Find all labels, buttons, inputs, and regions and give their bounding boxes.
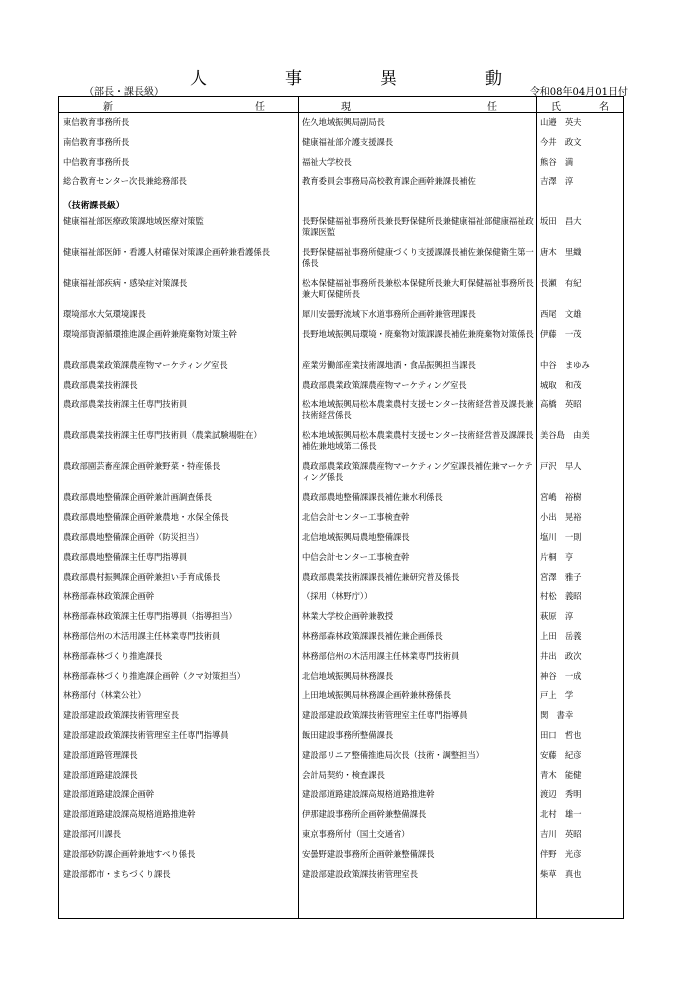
current-post-cell: 佐久地域振興局副局長 — [302, 117, 385, 127]
current-post-cell: 中信会計センター工事検査幹 — [302, 551, 410, 562]
current-post-cell: 教育委員会事務局高校教育課企画幹兼課長補佐 — [302, 176, 476, 187]
new-post-cell: 林務部付（林業公社） — [63, 690, 146, 701]
person-name-cell: 神谷 一成 — [540, 670, 582, 681]
new-post-cell: 林務部森林づくり推進課企画幹（クマ対策担当） — [63, 670, 246, 681]
new-post-cell: 健康福祉部疾病・感染症対策課長 — [63, 277, 188, 288]
new-post-cell: 建設部道路建設課高規格道路推進幹 — [63, 809, 196, 820]
subtitle: （部長・課長級） — [84, 87, 164, 98]
title-char: 異 — [380, 69, 397, 89]
current-post-cell: 林務部信州の木活用課主任林業専門技術員 — [302, 650, 460, 661]
person-name-cell: 山邉 英夫 — [540, 117, 582, 127]
table-row — [59, 529, 623, 549]
current-post-cell: 松本地域振興局松本農業農村支援センター技術経営普及課長兼技術経営係長 — [302, 399, 534, 421]
new-post-cell: 建設部建設政策課技術管理室主任専門指導員 — [63, 729, 229, 740]
current-post-cell: 松本保健福祉事務所長兼松本保健所長兼大町保健福祉事務所長兼大町保健所長 — [302, 277, 534, 299]
table-row — [59, 826, 623, 846]
new-post-cell: 建設部建設政策課技術管理室長 — [63, 710, 179, 721]
new-post-cell: 環境部水大気環境課長 — [63, 308, 146, 319]
table-row — [59, 306, 623, 326]
person-name-cell: 渡辺 秀明 — [540, 789, 582, 800]
current-post-cell: 東京事務所付（国土交通省） — [302, 828, 410, 839]
new-post-cell: 建設部道路建設課企画幹 — [63, 789, 155, 800]
current-post-cell: 北信地域振興局林務課長 — [302, 670, 394, 681]
new-post-cell: 林務部森林政策課企画幹 — [63, 591, 155, 602]
current-post-cell: 林務部森林政策課課長補佐兼企画係長 — [302, 630, 443, 641]
current-post-cell: 北信会計センター工事検査幹 — [302, 512, 410, 523]
section-label: （技術課長級） — [63, 201, 125, 212]
person-name-cell: 関 書幸 — [540, 710, 574, 721]
table-row — [59, 707, 623, 727]
person-name-cell: 田口 哲也 — [540, 729, 582, 740]
current-post-cell: 健康福祉部介護支援課長 — [302, 136, 394, 147]
table-header — [59, 97, 623, 113]
current-post-cell: 長野地域振興局環境・廃棄物対策課課長補佐兼廃棄物対策係長 — [302, 328, 534, 339]
person-name-cell: 西尾 文雄 — [540, 308, 582, 319]
current-post-cell: 建設部道路建設課高規格道路推進幹 — [302, 789, 435, 800]
new-post-cell: 農政部農業技術課主任専門技術員（農業試験場駐在） — [63, 430, 262, 441]
header-name: 氏 — [551, 102, 561, 113]
current-post-cell: 長野保健福祉事務所長兼長野保健所長兼健康福祉部健康福祉政策課医監 — [302, 215, 534, 237]
header-current: 現 — [341, 102, 351, 113]
current-post-cell: （採用（林野庁）） — [302, 591, 373, 602]
person-name-cell: 塩川 一則 — [540, 531, 582, 542]
new-post-cell: 農政部農業政策課農産物マーケティング室長 — [63, 359, 228, 370]
current-post-cell: 農政部農業政策課農産物マーケティング室課長補佐兼マーケティング係長 — [302, 461, 533, 483]
current-post-cell: 林業大学校企画幹兼教授 — [302, 611, 394, 622]
person-name-cell: 中谷 まゆみ — [540, 359, 590, 370]
person-name-cell: 安藤 紀彦 — [540, 749, 582, 760]
person-name-cell: 高橋 英昭 — [540, 399, 582, 410]
person-name-cell: 戸上 学 — [540, 690, 574, 701]
new-post-cell: 農政部園芸畜産課企画幹兼野菜・特産係長 — [63, 461, 221, 472]
person-name-cell: 城取 和茂 — [540, 379, 582, 390]
current-post-cell: 松本地域振興局松本農業農村支援センター技術経営普及課課長補佐兼地域第二係長 — [302, 430, 534, 452]
person-name-cell: 戸沢 早人 — [540, 461, 582, 472]
new-post-cell: 建設部道路管理課長 — [63, 749, 138, 760]
table-row — [59, 396, 623, 427]
person-name-cell: 片桐 亨 — [540, 551, 574, 562]
current-post-cell: 農政部農業政策課農産物マーケティング室長 — [302, 379, 467, 390]
person-name-cell: 小出 晃裕 — [540, 512, 582, 523]
personnel-table — [58, 96, 624, 919]
current-post-cell: 建設部リニア整備推進局次長（技術・調整担当） — [302, 749, 484, 760]
current-post-cell: 安曇野建設事務所企画幹兼整備課長 — [302, 848, 435, 859]
table-row — [59, 458, 623, 489]
new-post-cell: 建設部砂防課企画幹兼地すべり係長 — [63, 848, 196, 859]
person-name-cell: 萩原 淳 — [540, 611, 574, 622]
table-row — [59, 134, 623, 154]
person-name-cell: 村松 義昭 — [540, 591, 582, 602]
new-post-cell: 林務部信州の木活用課主任林業専門技術員 — [63, 630, 221, 641]
table-row — [59, 569, 623, 589]
effective-date: 令和08年04月01日付 — [529, 87, 628, 98]
title-char: 事 — [285, 69, 302, 89]
new-post-cell: 林務部森林政策課主任専門指導員（指導担当） — [63, 611, 237, 622]
table-row — [59, 509, 623, 529]
table-row — [59, 806, 623, 826]
table-row — [59, 628, 623, 648]
title-char: 人 — [190, 69, 207, 89]
table-row — [59, 588, 623, 608]
current-post-cell: 農政部農地整備課課長補佐兼水利係長 — [302, 492, 443, 503]
person-name-cell: 坂田 昌大 — [540, 215, 582, 226]
header-new: 新 — [103, 102, 113, 113]
person-name-cell: 長瀬 有紀 — [540, 277, 582, 288]
person-name-cell: 上田 岳義 — [540, 630, 582, 641]
person-name-cell: 吉川 英昭 — [540, 828, 582, 839]
person-name-cell: 北村 雄一 — [540, 809, 582, 820]
new-post-cell: 中信教育事務所長 — [63, 156, 130, 167]
current-post-cell: 飯田建設事務所整備課長 — [302, 729, 394, 740]
table-row — [59, 213, 623, 244]
table-body — [59, 114, 623, 918]
table-row — [59, 173, 623, 193]
person-name-cell: 柴草 真也 — [540, 868, 582, 879]
new-post-cell: 農政部農村振興課企画幹兼担い手育成係長 — [63, 571, 221, 582]
new-post-cell: 健康福祉部医療政策課地域医療対策監 — [63, 215, 204, 226]
title-char: 動 — [485, 69, 502, 89]
new-post-cell: 農政部農地整備課企画幹兼計画調査係長 — [63, 492, 212, 503]
new-post-cell: 農政部農業技術課長 — [63, 379, 138, 390]
new-post-cell: 建設部河川課長 — [63, 828, 121, 839]
person-name-cell: 宮嶋 裕樹 — [540, 492, 582, 503]
current-post-cell: 産業労働部産業技術課地酒・食品振興担当課長 — [302, 359, 476, 370]
current-post-cell: 伊那建設事務所企画幹兼整備課長 — [302, 809, 427, 820]
table-row — [59, 747, 623, 767]
current-post-cell: 会計局契約・検査課長 — [302, 769, 385, 780]
table-row — [59, 608, 623, 628]
header-current: 任 — [487, 102, 497, 113]
table-row — [59, 154, 623, 174]
table-row — [59, 244, 623, 275]
table-row — [59, 275, 623, 306]
new-post-cell: 環境部資源循環推進課企画幹兼廃棄物対策主幹 — [63, 328, 237, 339]
current-post-cell: 福祉大学校長 — [302, 156, 352, 167]
person-name-cell: 井出 政次 — [540, 650, 582, 661]
section-row — [59, 193, 623, 213]
table-row — [59, 786, 623, 806]
table-row — [59, 668, 623, 688]
person-name-cell: 伊藤 一茂 — [540, 328, 582, 339]
new-post-cell: 農政部農地整備課主任専門指導員 — [63, 551, 188, 562]
header-name: 名 — [599, 102, 609, 113]
current-post-cell: 犀川安曇野流域下水道事務所企画幹兼管理課長 — [302, 308, 476, 319]
new-post-cell: 農政部農地整備課企画幹（防災担当） — [63, 531, 204, 542]
new-post-cell: 総合教育センター次長兼総務部長 — [63, 176, 187, 187]
new-post-cell: 建設部都市・まちづくり課長 — [63, 868, 171, 879]
current-post-cell: 北信地域振興局農地整備課長 — [302, 531, 410, 542]
table-row — [59, 866, 623, 886]
person-name-cell: 今井 政文 — [540, 136, 582, 147]
new-post-cell: 林務部森林づくり推進課長 — [63, 650, 163, 661]
person-name-cell: 熊谷 満 — [540, 156, 574, 167]
person-name-cell: 伴野 光彦 — [540, 848, 582, 859]
new-post-cell: 農政部農業技術課主任専門技術員 — [63, 399, 188, 410]
new-post-cell: 東信教育事務所長 — [63, 117, 130, 127]
person-name-cell: 唐木 里織 — [540, 246, 582, 257]
table-row — [59, 427, 623, 458]
new-post-cell: 健康福祉部医師・看護人材確保対策課企画幹兼看護係長 — [63, 246, 270, 257]
table-row — [59, 489, 623, 509]
table-row — [59, 767, 623, 787]
table-row — [59, 549, 623, 569]
table-row — [59, 357, 623, 377]
person-name-cell: 吉澤 淳 — [540, 176, 574, 187]
person-name-cell: 青木 能健 — [540, 769, 582, 780]
person-name-cell: 宮澤 雅子 — [540, 571, 582, 582]
new-post-cell: 南信教育事務所長 — [63, 136, 130, 147]
current-post-cell: 上田地域振興局林務課企画幹兼林務係長 — [302, 690, 451, 701]
current-post-cell: 農政部農業技術課課長補佐兼研究普及係長 — [302, 571, 460, 582]
table-row — [59, 377, 623, 397]
table-row — [59, 114, 623, 134]
table-row — [59, 648, 623, 668]
person-name-cell: 美谷島 由美 — [540, 430, 590, 441]
new-post-cell: 農政部農地整備課企画幹兼農地・水保全係長 — [63, 512, 229, 523]
table-row — [59, 846, 623, 866]
header-new: 任 — [255, 102, 265, 113]
table-row — [59, 727, 623, 747]
table-row — [59, 326, 623, 357]
new-post-cell: 建設部道路建設課長 — [63, 769, 138, 780]
current-post-cell: 長野保健福祉事務所健康づくり支援課課長補佐兼保健衛生第一係長 — [302, 246, 534, 268]
current-post-cell: 建設部建設政策課技術管理室主任専門指導員 — [302, 710, 468, 721]
current-post-cell: 建設部建設政策課技術管理室長 — [302, 868, 418, 879]
table-row — [59, 687, 623, 707]
